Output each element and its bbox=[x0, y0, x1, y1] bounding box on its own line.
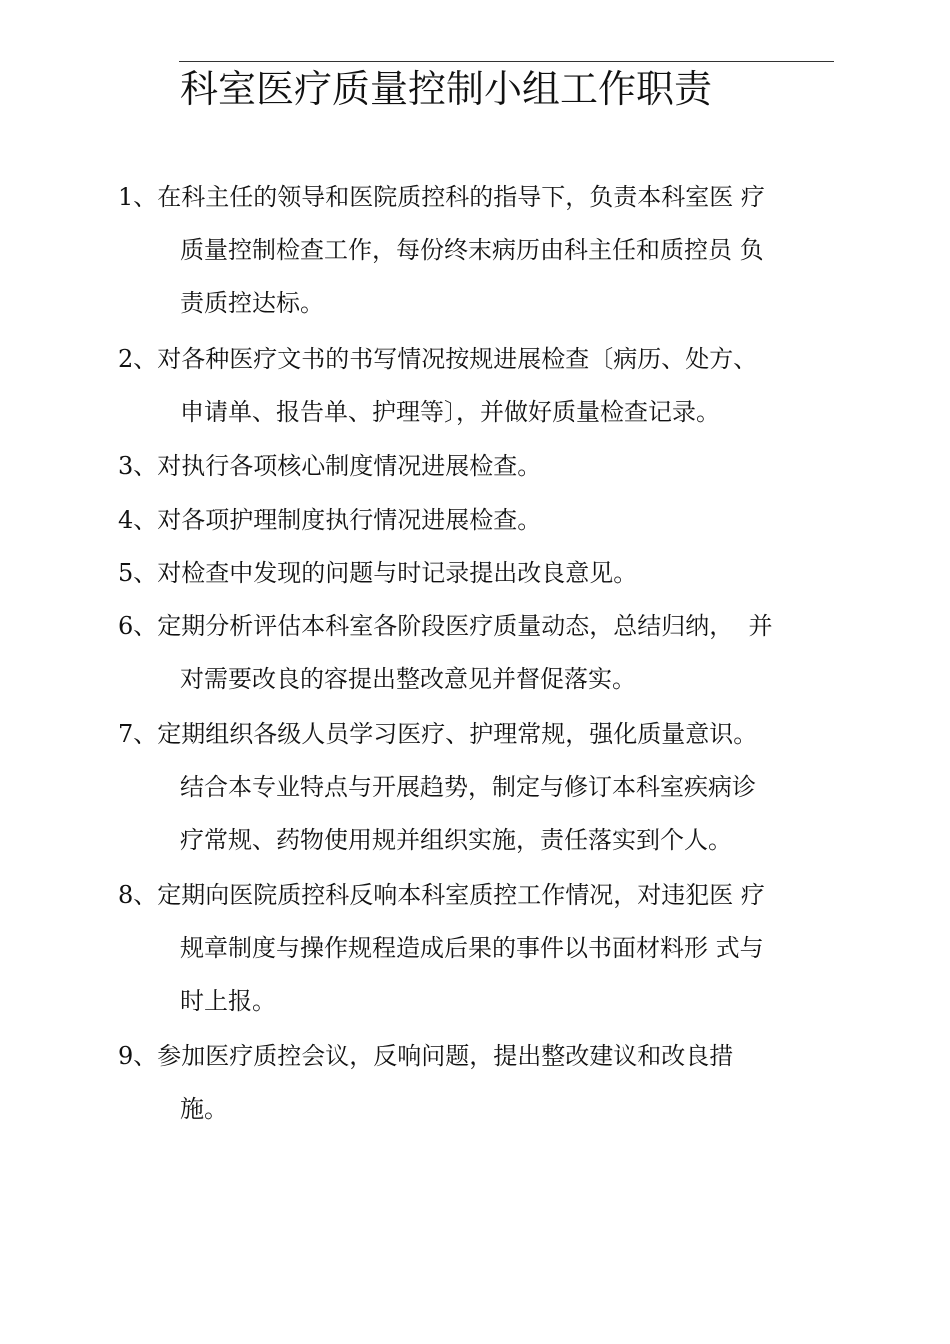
item-text: 对检查中发现的问题与时记录提出改良意见。 bbox=[157, 559, 638, 587]
item-text: 对各种医疗文书的书写情况按规进展检查〔病历、处方、 bbox=[157, 345, 758, 373]
item-line bbox=[118, 182, 765, 212]
item-text: 定期向医院质控科反响本科室质控工作情况，对违犯医 疗 bbox=[157, 881, 765, 909]
item-text: 定期组织各级人员学习医疗、护理常规，强化质量意识。 bbox=[157, 720, 758, 748]
item-line bbox=[118, 344, 757, 374]
item-line bbox=[118, 505, 541, 535]
item-number: 1、 bbox=[118, 183, 158, 211]
item-line bbox=[118, 1041, 733, 1071]
item-line: 疗常规、药物使用规并组织实施，责任落实到个人。 bbox=[180, 826, 732, 854]
item-line: 质量控制检查工作，每份终末病历由科主任和质控员 负 bbox=[180, 236, 764, 264]
item-line: 对需要改良的容提出整改意见并督促落实。 bbox=[180, 665, 636, 693]
item-line: 规章制度与操作规程造成后果的事件以书面材料形 式与 bbox=[180, 934, 764, 962]
item-number: 2、 bbox=[118, 345, 158, 373]
item-line: 结合本专业特点与开展趋势，制定与修订本科室疾病诊 bbox=[180, 773, 756, 801]
item-line: 责质控达标。 bbox=[180, 289, 324, 317]
item-text: 在科主任的领导和医院质控科的指导下，负责本科室医 疗 bbox=[157, 183, 765, 211]
item-line bbox=[118, 880, 765, 910]
item-text: 定期分析评估本科室各阶段医疗质量动态，总结归纳， 并 bbox=[157, 612, 773, 640]
item-line: 申请单、报告单、护理等〕，并做好质量检查记录。 bbox=[180, 398, 720, 426]
item-line: 时上报。 bbox=[180, 987, 276, 1015]
item-number: 5、 bbox=[118, 559, 158, 587]
item-line bbox=[118, 611, 773, 641]
item-line bbox=[118, 719, 757, 749]
header-rule bbox=[179, 61, 834, 62]
item-text: 对各项护理制度执行情况进展检查。 bbox=[157, 506, 542, 534]
item-line: 施。 bbox=[180, 1095, 228, 1123]
item-line bbox=[118, 451, 541, 481]
page-title: 科室医疗质量控制小组工作职责 bbox=[180, 67, 713, 111]
item-number: 6、 bbox=[118, 612, 158, 640]
item-text: 对执行各项核心制度情况进展检查。 bbox=[157, 452, 542, 480]
item-text: 参加医疗质控会议，反响问题，提出整改建议和改良措 bbox=[157, 1042, 734, 1070]
item-number: 9、 bbox=[118, 1042, 158, 1070]
item-number: 3、 bbox=[118, 452, 158, 480]
item-number: 4、 bbox=[118, 506, 158, 534]
item-number: 8、 bbox=[118, 881, 158, 909]
item-number: 7、 bbox=[118, 720, 158, 748]
item-line bbox=[118, 558, 637, 588]
